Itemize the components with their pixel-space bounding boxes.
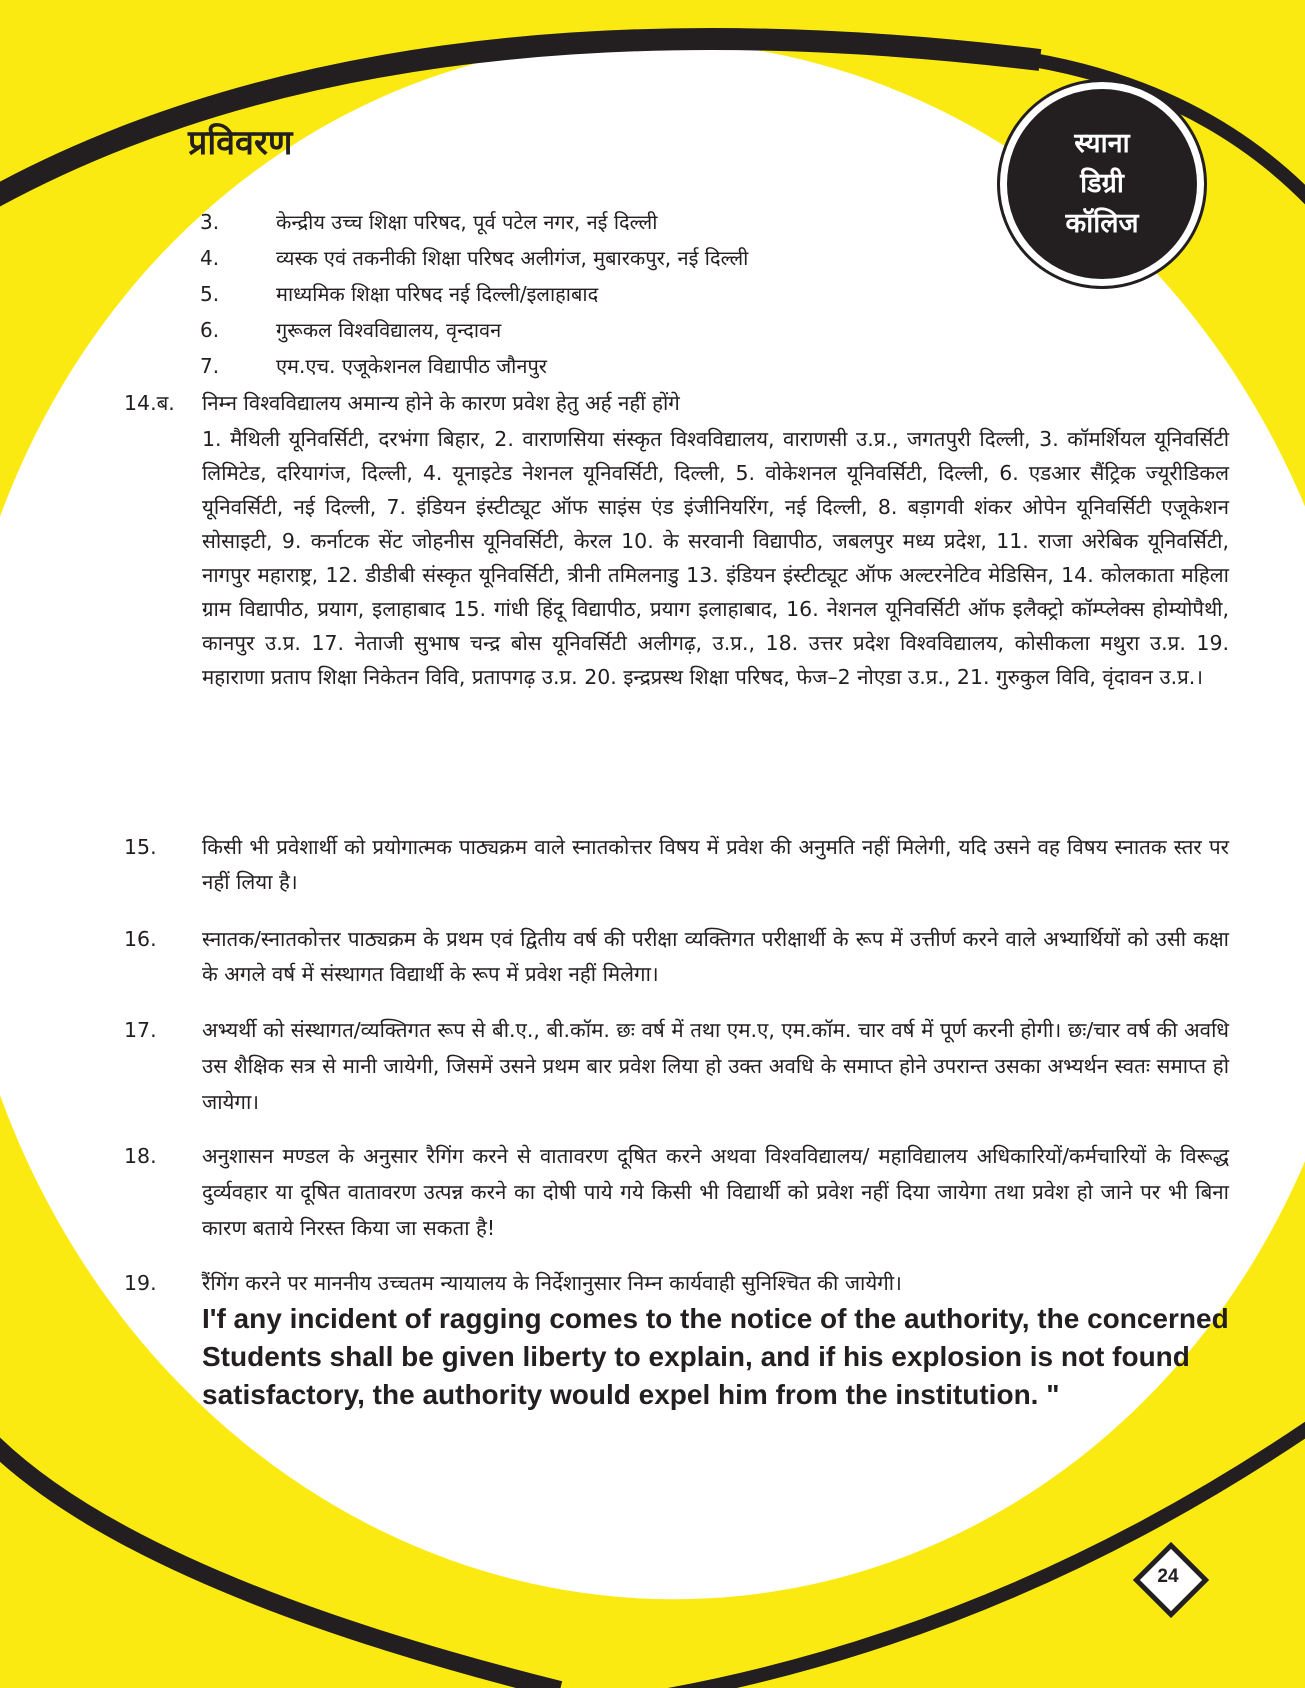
sub-list-item: 4. व्यस्क एवं तकनीकी शिक्षा परिषद अलीगंज, मुबारकपुर, नई दिल्ली [200,246,749,270]
item-number: 14.ब. [124,391,175,415]
sub-list-item: 6. गुरूकल विश्वविद्यालय, वृन्दावन [200,318,502,342]
badge-line-3: कॉलिज [1065,208,1139,239]
item-16: 16. स्नातक/स्नातकोत्तर पाठ्यक्रम के प्रथम एवं द्वितीय वर्ष की परीक्षा व्यक्तिगत परीक्षार्थी के रूप में उत्तीर्ण करने वाले अभ्यार्थियों को उसी कक्षा के अगले वर्ष में संस्थागत विद्यार्थी के रूप में प्रवेश नहीं मिलेगा। [124,927,1229,986]
sub-list-item: 7. एम.एच. एजूकेशनल विद्यापीठ जौनपुर [200,354,547,378]
page-number: 24 [1157,1566,1179,1587]
item-19-english-quote: I'f any incident of ragging comes to the notice of the authority, the concerned Students shall be given liberty to explain, and if his explosion is not found satisfactory, the authority would expel him from the institution. " [202,1303,1229,1410]
item-heading: निम्न विश्वविद्यालय अमान्य होने के कारण प्रवेश हेतु अर्ह नहीं होंगे [202,391,680,415]
sub-list-item: 5. माध्यमिक शिक्षा परिषद नई दिल्ली/इलाहाबाद [200,282,599,306]
item-18: 18. अनुशासन मण्डल के अनुसार रैगिंग करने से वातावरण दूषित करने अथवा विश्वविद्यालय/ महाविद्यालय अधिकारियों/कर्मचारियों के विरूद्ध दुर्व्यवहार या दूषित वातावरण उत्पन्न करने का दोषी पाये गये किसी भी विद्यार्थी को प्रवेश नहीं दिया जायेगा तथा प्रवेश हो जाने पर भी बिना कारण बताये निरस्त किया जा सकता है! [124,1144,1229,1240]
unrecognised-universities-list: 1. मैथिली यूनिवर्सिटी, दरभंगा बिहार, 2. वाराणसिया संस्कृत विश्वविद्यालय, वाराणसी उ.प्र., जगतपुरी दिल्ली, 3. कॉमर्शियल यूनिवर्सिटी लिमिटेड, दरियागंज, दिल्ली, 4. यूनाइटेड नेशनल यूनिवर्सिटी, दिल्ली, 5. वोकेशनल यूनिवर्सिटी, दिल्ली, 6. एडआर सैंट्रिक ज्यूरीडिकल यूनिवर्सिटी, नई दिल्ली, 7. इंडियन इंस्टीट्यूट ऑफ साइंस एंड इंजीनियरिंग, नई दिल्ली, 8. बड़ागवी शंकर ओपेन यूनिवर्सिटी एजूकेशन सोसाइटी, 9. कर्नाटक सेंट जोहनीस यूनिवर्सिटी, केरल 10. के सरवानी विद्यापीठ, जबलपुर मध्य प्रदेश, 11. राजा अरेबिक यूनिवर्सिटी, नागपुर महाराष्ट्र, 12. डीडीबी संस्कृत यूनिवर्सिटी, त्रीनी तमिलनाडु 13. इंडियन इंस्टीट्यूट ऑफ अल्टरनेटिव मेडिसिन, 14. कोलकाता महिला ग्राम विद्यापीठ, प्रयाग, इलाहाबाद 15. गांधी हिंदू विद्यापीठ, प्रयाग इलाहाबाद, 16. नेशनल यूनिवर्सिटी ऑफ इलैक्ट्रो कॉम्प्लेक्स होम्योपैथी, कानपुर उ.प्र. 17. नेताजी सुभाष चन्द्र बोस यूनिवर्सिटी अलीगढ़, उ.प्र., 18. उत्तर प्रदेश विश्वविद्यालय, कोसीकला मथुरा उ.प्र. 19. महाराणा प्रताप शिक्षा निकेतन विवि, प्रतापगढ़ उ.प्र. 20. इन्द्रप्रस्थ शिक्षा परिषद, फेज–2 नोएडा उ.प्र., 21. गुरुकुल विवि, वृंदावन उ.प्र.। [202,427,1229,689]
college-badge [1000,82,1204,286]
page-title: प्रविवरण [188,123,293,163]
item-19: 19. रैंगिंग करने पर माननीय उच्चतम न्यायालय के निर्देशानुसार निम्न कार्यवाही सुनिश्चित की जायेगी। I'f any incident of ragging comes to the notice of the authority, the concerned Students shall be given liberty to explain, and if his explosion is not found satisfactory, the authority would expel him from the institution. " [124,1266,1229,1414]
item-19-hindi: रैंगिंग करने पर माननीय उच्चतम न्यायालय के निर्देशानुसार निम्न कार्यवाही सुनिश्चित की जायेगी। [202,1271,902,1295]
sub-list-item: 3. केन्द्रीय उच्च शिक्षा परिषद, पूर्व पटेल नगर, नई दिल्ली [200,210,658,234]
item-15: 15. किसी भी प्रवेशार्थी को प्रयोगात्मक पाठ्यक्रम वाले स्नातकोत्तर विषय में प्रवेश की अनुमति नहीं मिलेगी, यदि उसने वह विषय स्नातक स्तर पर नहीं लिया है। [124,835,1229,894]
badge-line-2: डिग्री [1080,168,1124,199]
item-14b [124,386,1229,694]
item-17: 17. अभ्यर्थी को संस्थागत/व्यक्तिगत रूप से बी.ए., बी.कॉम. छः वर्ष में तथा एम.ए, एम.कॉम. चार वर्ष में पूर्ण करनी होगी। छः/चार वर्ष की अवधि उस शैक्षिक सत्र से मानी जायेगी, जिसमें उसने प्रथम बार प्रवेश लिया हो उक्त अवधि के समाप्त होने उपरान्त उसका अभ्यर्थन स्वतः समाप्त हो जायेगा। [124,1018,1229,1114]
page-number-badge [1138,1547,1198,1607]
badge-line-1: स्याना [1074,128,1130,159]
